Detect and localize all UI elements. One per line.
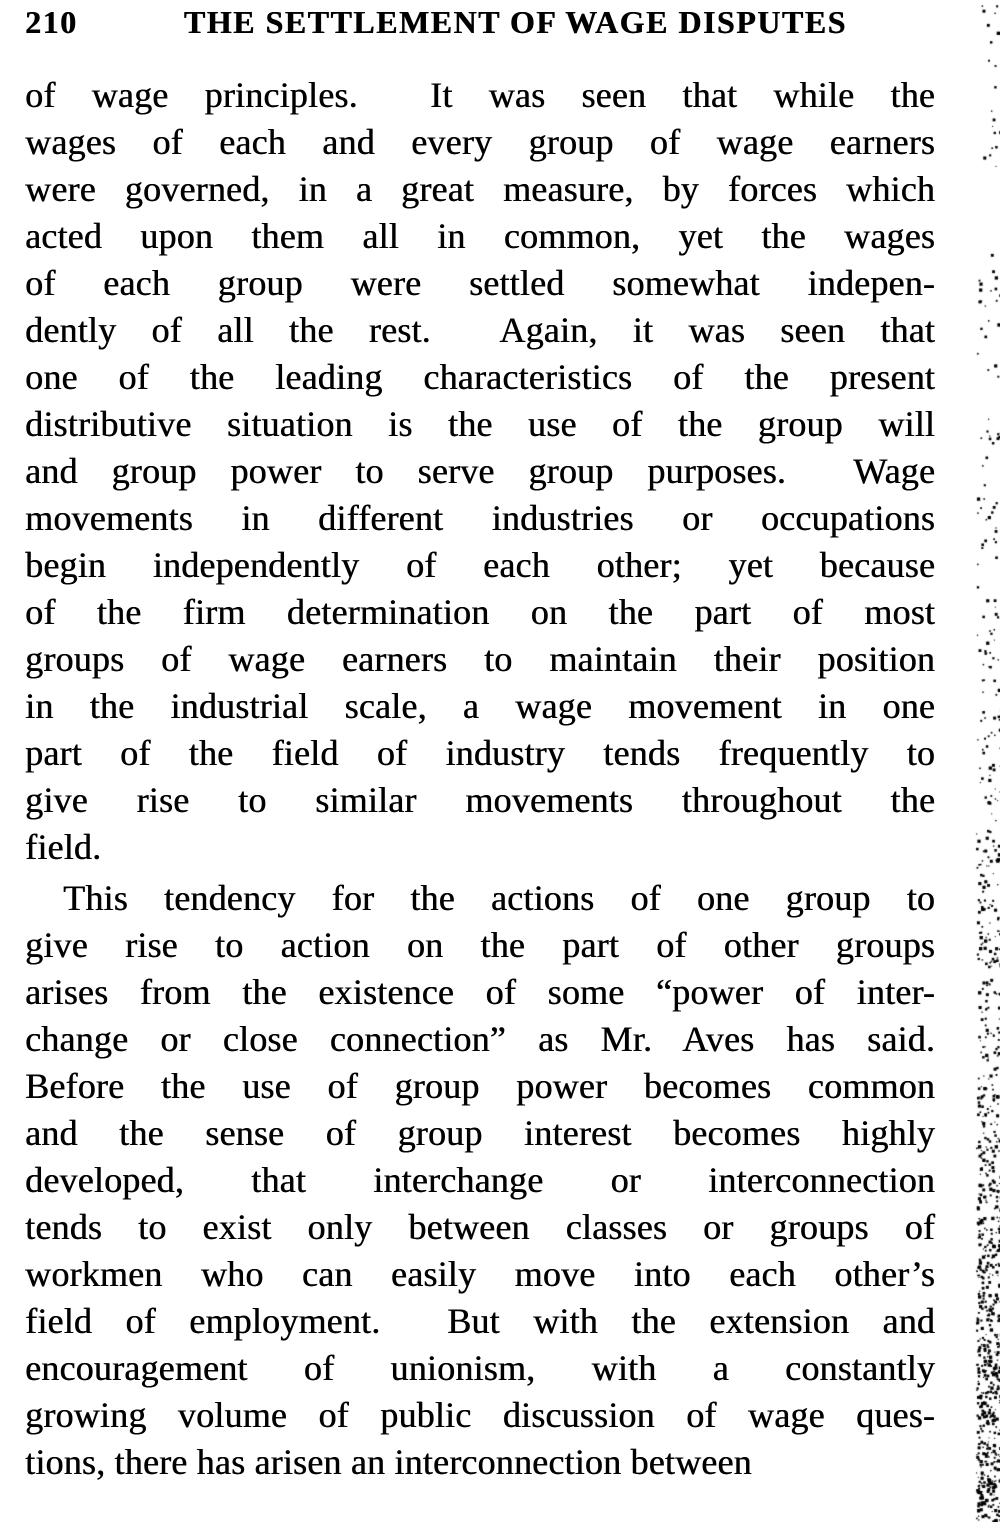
paragraph-1 xyxy=(25,72,935,871)
text-line: and the sense of group interest becomes highly xyxy=(25,1113,935,1153)
text-line: distributive situation is the use of the group will xyxy=(25,404,935,444)
text-line: movements in different industries or occupations xyxy=(25,498,935,538)
text-line: were governed, in a great measure, by forces which xyxy=(25,169,935,209)
text-line: in the industrial scale, a wage movement in one xyxy=(25,686,935,726)
text-line: begin independently of each other; yet because xyxy=(25,545,935,585)
page-header xyxy=(25,4,935,41)
text-line: growing volume of public discussion of wage ques- xyxy=(25,1395,935,1435)
running-title: THE SETTLEMENT OF WAGE DISPUTES xyxy=(183,4,847,40)
text-line: give rise to similar movements throughout the xyxy=(25,780,935,820)
text-line: field of employment. But with the extension and xyxy=(25,1301,935,1341)
text-line: groups of wage earners to maintain their position xyxy=(25,639,935,679)
text-line: field. xyxy=(25,827,102,867)
body-text xyxy=(25,72,935,1486)
text-line: of wage principles. It was seen that while the xyxy=(25,75,935,115)
text-line: encouragement of unionism, with a constantly xyxy=(25,1348,935,1388)
text-line: change or close connection” as Mr. Aves has said. xyxy=(25,1019,935,1059)
text-line: one of the leading characteristics of the present xyxy=(25,357,935,397)
text-line: This tendency for the actions of one group to xyxy=(63,878,935,918)
text-line: acted upon them all in common, yet the wages xyxy=(25,216,935,256)
text-line: tions, there has arisen an interconnection between xyxy=(25,1442,752,1482)
text-line: of each group were settled somewhat indepen- xyxy=(25,263,935,303)
text-line: arises from the existence of some “power of inter- xyxy=(25,972,935,1012)
text-line: dently of all the rest. Again, it was seen that xyxy=(25,310,935,350)
text-line: workmen who can easily move into each other’s xyxy=(25,1254,935,1294)
page-number: 210 xyxy=(25,4,78,40)
text-line: developed, that interchange or interconnection xyxy=(25,1160,935,1200)
paragraph-2 xyxy=(25,875,935,1486)
text-line: wages of each and every group of wage earners xyxy=(25,122,935,162)
text-line: give rise to action on the part of other groups xyxy=(25,925,935,965)
text-line: Before the use of group power becomes common xyxy=(25,1066,935,1106)
scan-noise-strip xyxy=(966,0,1000,1522)
text-line: and group power to serve group purposes. Wage xyxy=(25,451,935,491)
text-line: part of the field of industry tends frequently to xyxy=(25,733,935,773)
text-line: tends to exist only between classes or groups of xyxy=(25,1207,935,1247)
text-line: of the firm determination on the part of most xyxy=(25,592,935,632)
